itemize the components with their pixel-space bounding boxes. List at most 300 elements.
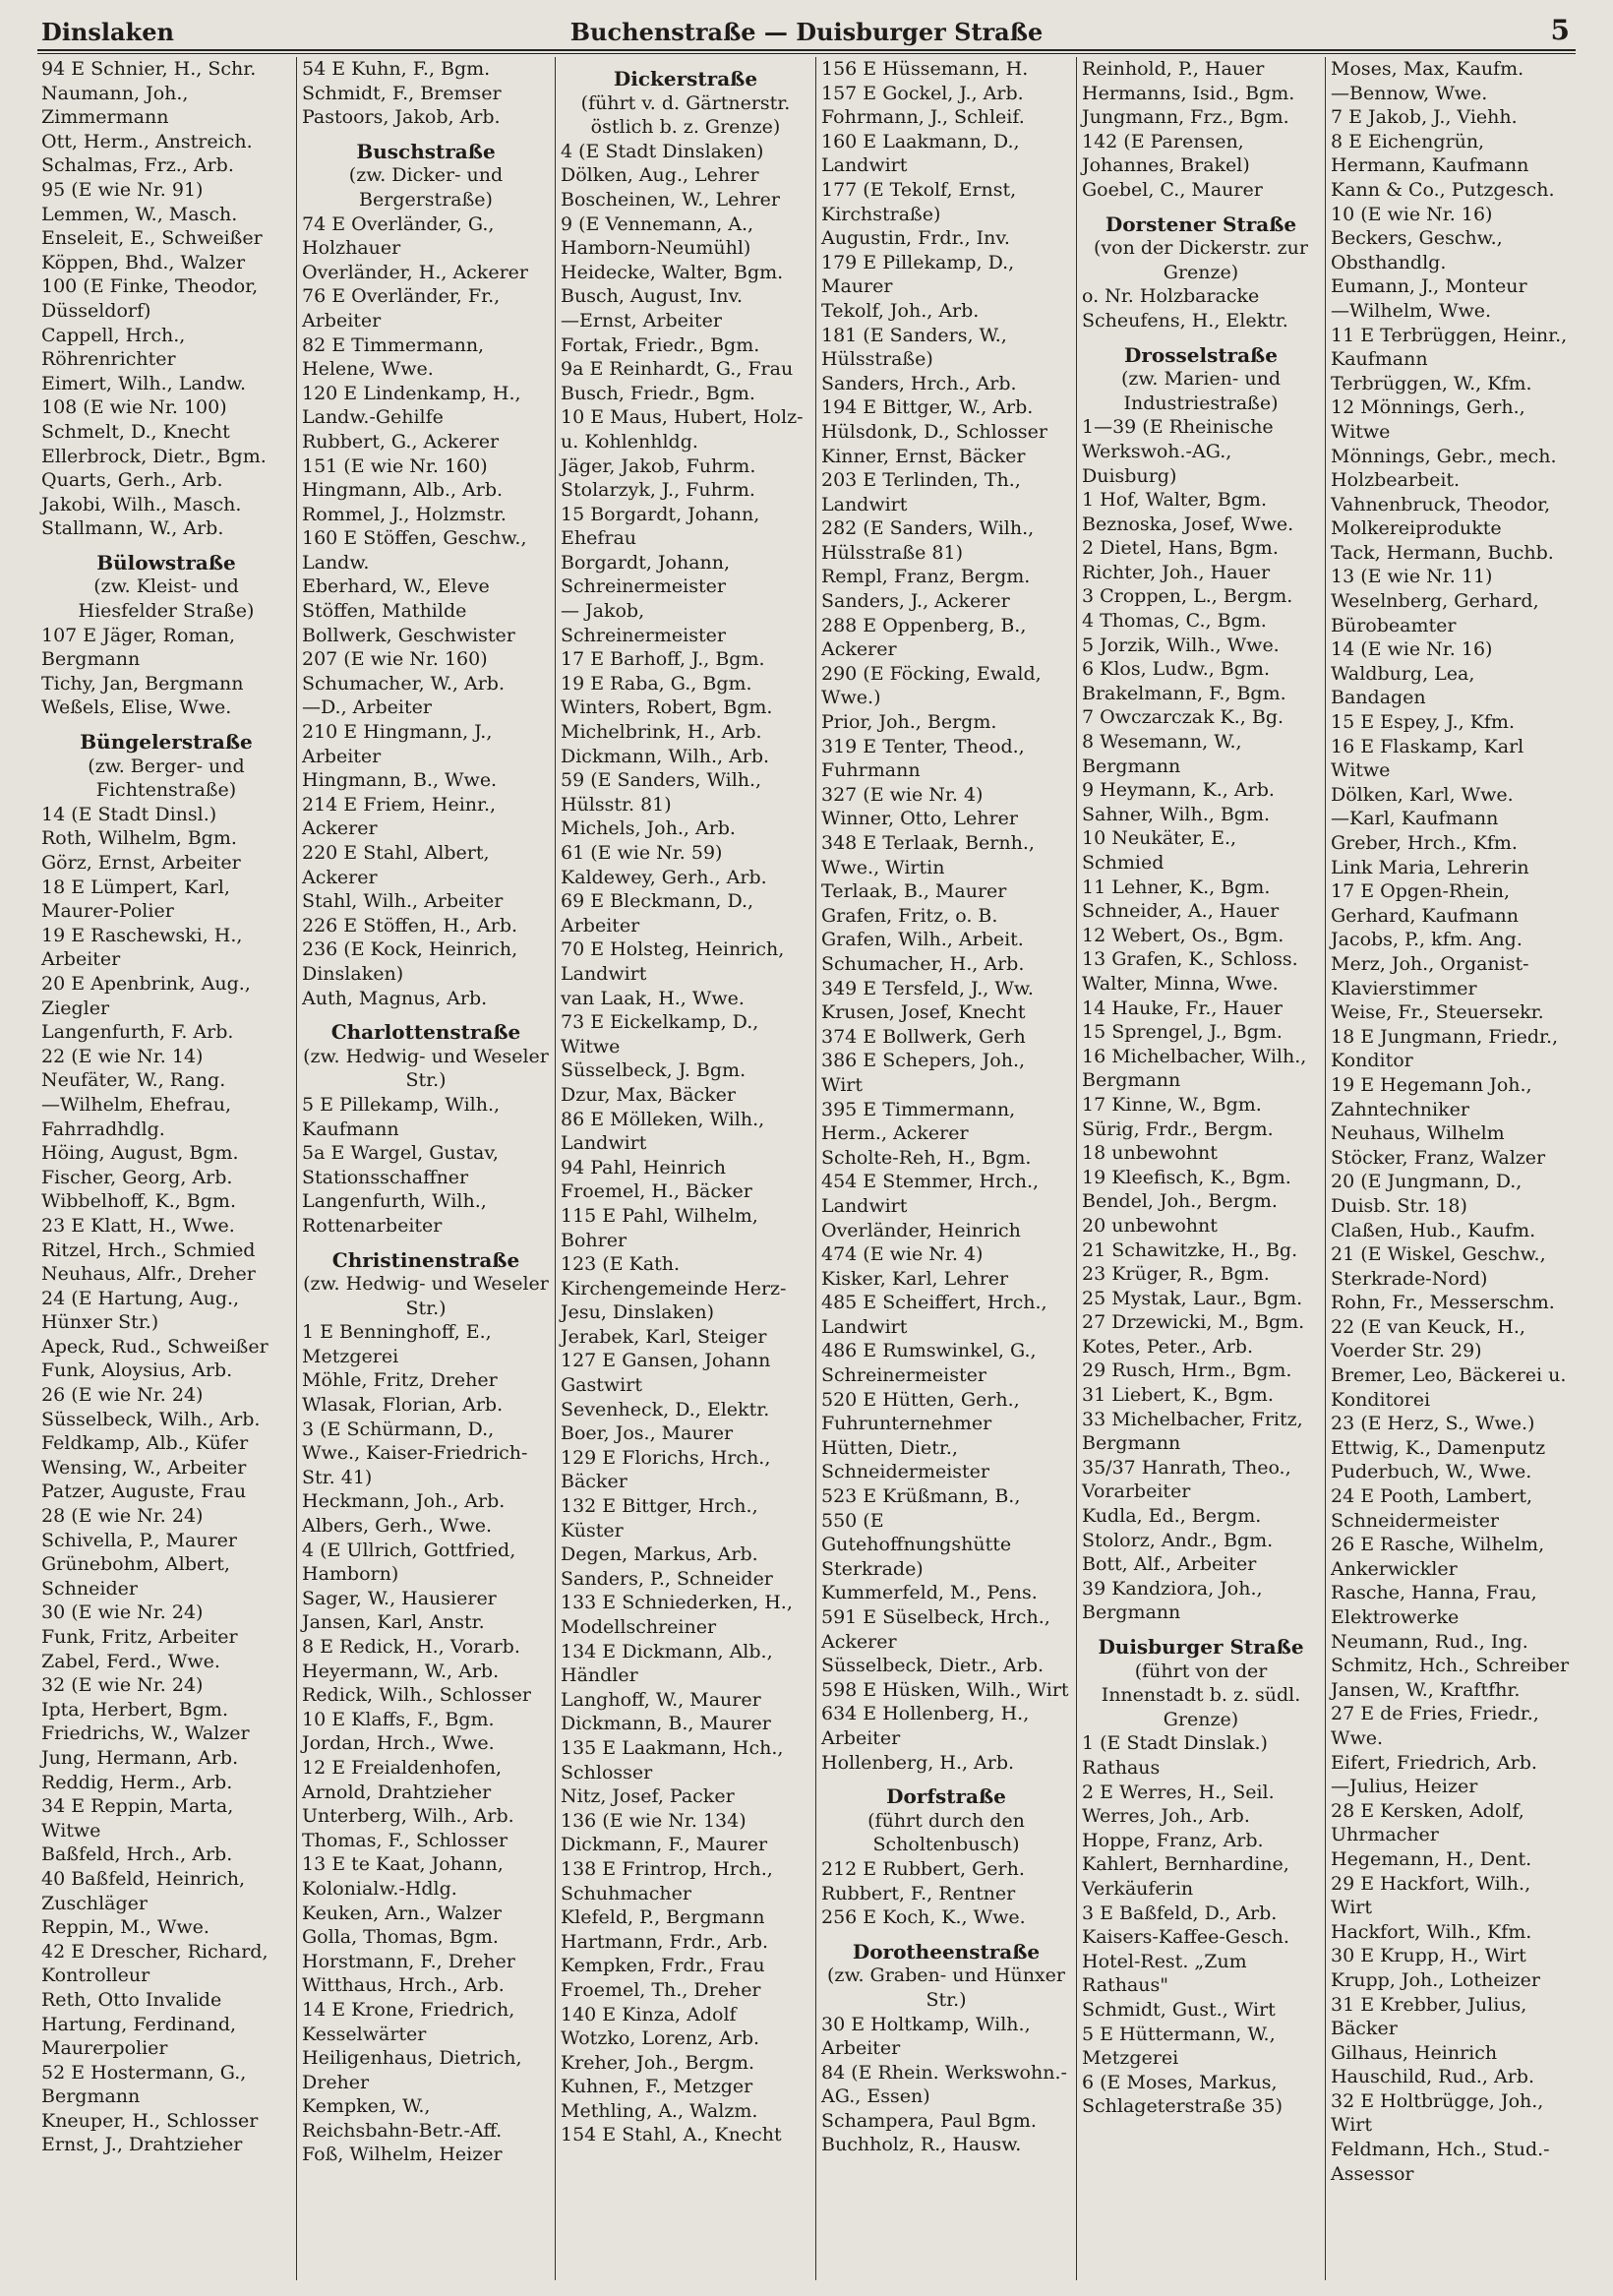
directory-entry: Hartmann, Frdr., Arb. (561, 1930, 769, 1953)
directory-entry: 30 E Krupp, H., Wirt (1331, 1945, 1526, 1967)
directory-entry: Krupp, Joh., Lotheizer (1331, 1968, 1540, 1991)
directory-entry: 123 (E Kath. Kirchengemeinde Herz-Jesu, Dinslaken) (561, 1253, 787, 1324)
header-town: Dinslaken (41, 18, 174, 46)
directory-entry: 39 Kandziora, Joh., Bergmann (1082, 1577, 1269, 1624)
directory-entry: 29 Rusch, Hrm., Bgm. (1082, 1359, 1292, 1382)
directory-entry: Jung, Hermann, Arb. (41, 1746, 239, 1769)
directory-entry: Boer, Jos., Maurer (561, 1422, 734, 1445)
directory-entry: 18 E Jungmann, Friedr., Konditor (1331, 1025, 1565, 1072)
directory-entry: Scholte-Reh, H., Bgm. (821, 1146, 1032, 1169)
directory-entry: 348 E Terlaak, Bernh., Wwe., Wirtin (821, 832, 1041, 878)
directory-entry: 14 (E wie Nr. 16) (1331, 638, 1493, 661)
directory-entry: 220 E Stahl, Albert, Ackerer (302, 842, 496, 888)
directory-entry: Bendel, Joh., Bergm. (1082, 1190, 1278, 1213)
directory-entry: 10 (E wie Nr. 16) (1331, 203, 1493, 225)
directory-entry: 132 E Bittger, Hrch., Küster (561, 1495, 764, 1541)
directory-entry: Albers, Gerh., Wwe. (302, 1515, 493, 1538)
directory-entry: Stolarzyk, J., Fuhrm. (561, 479, 755, 502)
page-header (37, 12, 1576, 51)
directory-entry: Rasche, Hanna, Frau, Elektrowerke (1331, 1582, 1543, 1628)
directory-entry: 26 E Rasche, Wilhelm, Ankerwickler (1331, 1534, 1551, 1580)
street-heading: Dorfstraße (886, 1784, 1006, 1809)
directory-entry: Schalmas, Frz., Arb. (41, 154, 234, 177)
directory-entry: Golla, Thomas, Bgm. (302, 1926, 499, 1949)
directory-entry: Schmitz, Hch., Schreiber (1331, 1655, 1570, 1677)
directory-entry: Baßfeld, Hrch., Arb. (41, 1843, 233, 1866)
directory-entry: Schumacher, W., Arb. (302, 672, 506, 695)
directory-entry: 19 E Hegemann Joh., Zahntechniker (1331, 1073, 1538, 1120)
directory-entry: 486 E Rumswinkel, G., Schreinermeister (821, 1340, 1043, 1387)
column-divider (815, 57, 816, 2280)
directory-entry: 214 E Friem, Heinr., Ackerer (302, 793, 503, 840)
directory-entry: Bott, Alf., Arbeiter (1082, 1553, 1257, 1576)
street-heading: Charlottenstraße (330, 1020, 521, 1045)
directory-entry: Quarts, Gerh., Arb. (41, 469, 223, 492)
directory-entry: Naumann, Joh., Zimmermann (41, 82, 195, 129)
directory-entry: 21 (E Wiskel, Geschw., Sterkrade-Nord) (1331, 1243, 1552, 1290)
directory-entry: 3 (E Schürmann, D., Wwe., Kaiser-Friedrich-Str. 41) (302, 1418, 528, 1488)
directory-entry: Schampera, Paul Bgm. (821, 2109, 1037, 2132)
directory-entry: Heyermann, W., Arb. (302, 1660, 500, 1682)
directory-entry: 203 E Terlinden, Th., Landwirt (821, 469, 1027, 515)
directory-entry: van Laak, H., Wwe. (561, 987, 745, 1009)
directory-entry: —Julius, Heizer (1331, 1776, 1478, 1798)
column-6 (1327, 57, 1576, 2280)
directory-entry: 13 Grafen, K., Schloss. (1082, 948, 1298, 971)
directory-entry: 23 E Klatt, H., Wwe. (41, 1214, 235, 1237)
directory-entry: Kann & Co., Putzgesch. (1331, 178, 1555, 201)
directory-entry: 13 E te Kaat, Johann, Kolonialw.-Hdlg. (302, 1853, 509, 1900)
directory-entry: Ernst, J., Drahtzieher (41, 2134, 243, 2156)
directory-entry: 100 (E Finke, Theodor, Düsseldorf) (41, 275, 265, 322)
directory-entry: 3 E Baßfeld, D., Arb. (1082, 1902, 1278, 1924)
directory-entry: 82 E Timmermann, Helene, Wwe. (302, 333, 491, 381)
directory-entry: 454 E Stemmer, Hrch., Landwirt (821, 1171, 1045, 1217)
directory-entry: Klefeld, P., Bergmann (561, 1906, 765, 1929)
directory-entry: Werres, Joh., Arb. (1082, 1805, 1250, 1828)
directory-entry: Kempken, Frdr., Frau (561, 1955, 765, 1977)
directory-entry: Froemel, Th., Dreher (561, 1978, 761, 2001)
directory-entry: 26 (E wie Nr. 24) (41, 1384, 204, 1407)
directory-entry: Vahnenbruck, Theodor, Molkereiprodukte (1331, 493, 1557, 540)
directory-entry: Goebel, C., Maurer (1082, 178, 1263, 201)
directory-entry: Stahl, Wilh., Arbeiter (302, 890, 504, 913)
directory-entry: 28 (E wie Nr. 24) (41, 1505, 204, 1528)
directory-entry: Kuhnen, F., Metzger (561, 2076, 753, 2098)
directory-entry: 54 E Kuhn, F., Bgm. (302, 58, 491, 80)
directory-entry: 7 E Jakob, J., Viehh. (1331, 106, 1518, 129)
directory-entry: Jansen, Karl, Anstr. (302, 1611, 485, 1634)
directory-entry: Sanders, Hrch., Arb. (821, 372, 1017, 394)
directory-entry: Rommel, J., Holzmstr. (302, 503, 507, 525)
directory-entry: 485 E Scheiffert, Hrch., Landwirt (821, 1292, 1053, 1338)
column-3 (557, 57, 814, 2280)
street-note: (führt v. d. Gärtnerstr. östlich b. z. Grenze) (580, 91, 797, 139)
directory-entry: Schumacher, H., Arb. (821, 952, 1025, 975)
directory-entry: 16 E Flaskamp, Karl Witwe (1331, 735, 1530, 782)
street-note: (zw. Hedwig- und Weseler Str.) (303, 1273, 555, 1319)
directory-entry: Feldkamp, Alb., Küfer (41, 1432, 249, 1455)
directory-entry: Enseleit, E., Schweißer (41, 227, 263, 250)
directory-entry: 120 E Lindenkamp, H., Landw.-Gehilfe (302, 382, 527, 429)
directory-entry: Witthaus, Hrch., Arb. (302, 1974, 505, 1997)
directory-entry: Augustin, Frdr., Inv. (821, 227, 1010, 250)
directory-entry: 140 E Kinza, Adolf (561, 2003, 737, 2025)
directory-entry: Kahlert, Bernhardine, Verkäuferin (1082, 1853, 1295, 1900)
directory-entry: 523 E Krüßmann, B., (821, 1485, 1021, 1508)
directory-entry: Overländer, H., Ackerer (302, 261, 528, 283)
directory-entry: Rubbert, G., Ackerer (302, 430, 500, 453)
directory-entry: 32 (E wie Nr. 24) (41, 1674, 204, 1697)
directory-entry: Richter, Joh., Hauer (1082, 561, 1271, 583)
directory-entry: 74 E Overländer, G., Holzhauer (302, 212, 501, 260)
directory-entry: Kotes, Peter., Arb. (1082, 1335, 1254, 1358)
directory-entry: 17 E Opgen-Rhein, Gerhard, Kaufmann (1331, 880, 1520, 927)
directory-entry: 11 E Terbrüggen, Heinr., Kaufmann (1331, 324, 1574, 371)
directory-entry: Beznoska, Josef, Wwe. (1082, 513, 1294, 535)
directory-entry: Schmidt, Gust., Wirt (1082, 1998, 1276, 2021)
directory-entry: 24 E Pooth, Lambert, Schneidermeister (1331, 1485, 1539, 1532)
directory-entry: Hoppe, Franz, Arb. (1082, 1829, 1264, 1851)
directory-entry: Hotel-Rest. „Zum Rathaus" (1082, 1950, 1253, 1997)
directory-entry: 14 E Krone, Friedrich, Kesselwärter (302, 1998, 521, 2045)
directory-entry: Hingmann, Alb., Arb. (302, 479, 504, 502)
directory-entry: Patzer, Auguste, Frau (41, 1480, 247, 1503)
directory-entry: 181 (E Sanders, W., Hülsstraße) (821, 324, 1013, 371)
directory-entry: 550 (E Gutehoffnungshütte Sterkrade) (821, 1509, 1018, 1580)
directory-entry: 10 E Maus, Hubert, Holz- u. Kohlenhldg. (561, 406, 809, 453)
directory-entry: 129 E Florichs, Hrch., Bäcker (561, 1446, 777, 1493)
directory-entry: 18 E Lümpert, Karl, Maurer-Polier (41, 876, 236, 923)
directory-entry: Stöffen, Mathilde (302, 600, 467, 623)
directory-entry: Reppin, M., Wwe. (41, 1916, 209, 1939)
directory-entry: 30 (E wie Nr. 24) (41, 1601, 204, 1624)
directory-entry: Stolorz, Andr., Bgm. (1082, 1529, 1274, 1551)
header-street-range: Buchenstraße — Duisburger Straße (569, 18, 1044, 46)
directory-entry: 319 E Tenter, Theod., Fuhrmann (821, 735, 1031, 782)
columns-container (37, 57, 1576, 2280)
directory-entry: 133 E Schniederken, H., Modellschreiner (561, 1592, 799, 1638)
directory-entry: Grünebohm, Albert, Schneider (41, 1553, 236, 1600)
directory-entry: Bremer, Leo, Bäckerei u. Konditorei (1331, 1364, 1573, 1411)
directory-entry: Köppen, Bhd., Walzer (41, 251, 246, 273)
street-note: (zw. Graben- und Hünxer Str.) (827, 1964, 1072, 2011)
directory-entry: Unterberg, Wilh., Arb. (302, 1805, 514, 1828)
directory-entry: 21 Schawitzke, H., Bg. (1082, 1239, 1298, 1261)
directory-entry: 142 (E Parensen, Johannes, Brakel) (1082, 130, 1250, 177)
directory-entry: 20 (E Jungmann, D., Duisb. Str. 18) (1331, 1171, 1528, 1217)
column-1 (37, 57, 295, 2280)
directory-entry: 86 E Mölleken, Wilh., Landwirt (561, 1108, 771, 1155)
directory-entry: Merz, Joh., Organist-Klavierstimmer (1331, 952, 1529, 999)
column-divider (1076, 57, 1077, 2280)
street-note: (zw. Kleist- und Hiesfelder Straße) (78, 575, 255, 623)
directory-entry: 5 E Hüttermann, W., Metzgerei (1082, 2023, 1282, 2070)
directory-entry: 2 Dietel, Hans, Bgm. (1082, 537, 1279, 560)
directory-entry: —Wilhelm, Wwe. (1331, 299, 1492, 322)
directory-entry: Kneuper, H., Schlosser (41, 2109, 259, 2132)
directory-entry: 19 E Raschewski, H., Arbeiter (41, 924, 249, 971)
directory-entry: 226 E Stöffen, H., Arb. (302, 914, 518, 937)
directory-entry: 23 Krüger, R., Bgm. (1082, 1263, 1270, 1286)
directory-entry: 32 E Holtbrügge, Joh., Wirt (1331, 2089, 1550, 2137)
directory-entry: 30 E Holtkamp, Wilh., Arbeiter (821, 2013, 1037, 2060)
directory-entry: 23 (E Herz, S., Wwe.) (1331, 1413, 1535, 1435)
directory-entry: 634 E Hollenberg, H., Arbeiter (821, 1703, 1036, 1749)
directory-entry: Neufäter, W., Rang. (41, 1069, 226, 1092)
directory-entry: Ritzel, Hrch., Schmied (41, 1239, 256, 1261)
directory-entry: Kinner, Ernst, Bäcker (821, 445, 1026, 467)
directory-entry: Sahner, Wilh., Bgm. (1082, 803, 1271, 825)
directory-entry: Grafen, Fritz, o. B. (821, 904, 998, 927)
directory-entry: Hollenberg, H., Arb. (821, 1751, 1015, 1774)
directory-entry: Apeck, Rud., Schweißer (41, 1335, 269, 1358)
directory-entry: 256 E Koch, K., Wwe. (821, 1906, 1026, 1929)
directory-entry: Hingmann, B., Wwe. (302, 769, 498, 792)
street-heading: Dorotheenstraße (852, 1939, 1041, 1964)
directory-entry: Ott, Herm., Anstreich. (41, 130, 253, 152)
directory-entry: 28 E Kersken, Adolf, Uhrmacher (1331, 1799, 1530, 1846)
directory-entry: 127 E Gansen, Johann Gastwirt (561, 1350, 777, 1397)
directory-entry: Kummerfeld, M., Pens. (821, 1582, 1038, 1604)
directory-entry: Funk, Fritz, Arbeiter (41, 1626, 238, 1648)
directory-entry: Terbrüggen, W., Kfm. (1331, 372, 1532, 394)
directory-entry: 9 (E Vennemann, A., Hamborn-Neumühl) (561, 212, 760, 260)
directory-entry: Prior, Joh., Bergm. (821, 711, 997, 734)
directory-entry: 160 E Stöffen, Geschw., Landw. (302, 527, 533, 574)
directory-entry: 17 E Barhoff, J., Bgm. (561, 648, 765, 671)
directory-entry: Langenfurth, Wilh., Rottenarbeiter (302, 1190, 493, 1237)
directory-entry: 9a E Reinhardt, G., Frau (561, 358, 794, 381)
directory-entry: Keuken, Arn., Walzer (302, 1902, 503, 1924)
directory-entry: Jäger, Jakob, Fuhrm. (561, 454, 756, 477)
directory-entry: Claßen, Hub., Kaufm. (1331, 1219, 1536, 1241)
directory-entry: Kudla, Ed., Bergm. (1082, 1505, 1262, 1528)
directory-entry: 5 E Pillekamp, Wilh., Kaufmann (302, 1093, 507, 1140)
directory-entry: 290 (E Föcking, Ewald, Wwe.) (821, 662, 1047, 709)
directory-entry: Sager, W., Hausierer (302, 1587, 497, 1609)
page-number: 5 (1550, 14, 1570, 46)
directory-entry: Methling, A., Walzm. (561, 2099, 758, 2122)
directory-entry: Lemmen, W., Masch. (41, 203, 238, 225)
directory-entry: 14 (E Stadt Dinsl.) (41, 803, 217, 825)
directory-entry: 474 (E wie Nr. 4) (821, 1243, 984, 1266)
directory-entry: Schmidt, F., Bremser (302, 82, 502, 104)
directory-entry: Tichy, Jan, Bergmann (41, 672, 244, 695)
directory-entry: Puderbuch, W., Wwe. (1331, 1461, 1532, 1483)
directory-entry: Wibbelhoff, K., Bgm. (41, 1190, 236, 1213)
directory-entry: Grafen, Wilh., Arbeit. (821, 929, 1024, 951)
directory-entry: Jerabek, Karl, Steiger (561, 1325, 767, 1348)
directory-entry: 84 (E Rhein. Werkswohn.-AG., Essen) (821, 2061, 1067, 2108)
directory-entry: 349 E Tersfeld, J., Ww. (821, 977, 1034, 999)
directory-entry: — Jakob, Schreinermeister (561, 600, 726, 646)
directory-entry: Jansen, W., Kraftfhr. (1331, 1678, 1521, 1701)
street-heading: Dickerstraße (613, 67, 758, 91)
street-note: (von der Dickerstr. zur Grenze) (1094, 237, 1315, 283)
directory-entry: Bollwerk, Geschwister (302, 624, 515, 646)
directory-entry: Michelbrink, H., Arb. (561, 721, 762, 744)
directory-entry: 17 Kinne, W., Bgm. (1082, 1093, 1262, 1116)
directory-entry: Scheufens, H., Elektr. (1082, 309, 1288, 332)
directory-entry: Langhoff, W., Maurer (561, 1688, 761, 1711)
directory-entry: 8 Wesemann, W., Bergmann (1082, 731, 1248, 777)
directory-entry: 13 (E wie Nr. 11) (1331, 566, 1493, 588)
directory-entry: Rempl, Franz, Bergm. (821, 566, 1031, 588)
street-note: (zw. Dicker- und Bergerstraße) (348, 164, 509, 211)
directory-entry: Roth, Wilhelm, Bgm. (41, 827, 237, 850)
street-note: (führt durch den Scholtenbusch) (867, 1809, 1031, 1856)
directory-entry: Degen, Markus, Arb. (561, 1543, 758, 1566)
directory-entry: Möhle, Fritz, Dreher (302, 1369, 498, 1392)
directory-entry: Friedrichs, W., Walzer (41, 1722, 250, 1745)
directory-entry: Süsselbeck, J. Bgm. (561, 1059, 747, 1082)
directory-entry: Sanders, P., Schneider (561, 1567, 773, 1590)
directory-entry: 20 E Apenbrink, Aug., Ziegler (41, 972, 257, 1019)
directory-entry: Terlaak, B., Maurer (821, 880, 1007, 903)
street-note: (führt von der Innenstadt b. z. südl. Grenze) (1101, 1660, 1307, 1730)
directory-entry: 136 (E wie Nr. 134) (561, 1809, 747, 1832)
directory-entry: 22 (E wie Nr. 14) (41, 1045, 204, 1067)
directory-entry: Brakelmann, F., Bgm. (1082, 682, 1286, 704)
directory-entry: Thomas, F., Schlosser (302, 1829, 508, 1851)
directory-entry: 107 E Jäger, Roman, Bergmann (41, 624, 242, 671)
directory-entry: 288 E Oppenberg, B., Ackerer (821, 614, 1033, 661)
directory-entry: Dickmann, F., Maurer (561, 1834, 768, 1856)
directory-entry: 18 unbewohnt (1082, 1142, 1218, 1165)
directory-entry: Weßels, Elise, Wwe. (41, 696, 232, 719)
directory-entry: 70 E Holsteg, Heinrich, Landwirt (561, 938, 791, 985)
directory-entry: Walter, Minna, Wwe. (1082, 972, 1279, 995)
directory-entry: 160 E Laakmann, D., Landwirt (821, 130, 1026, 177)
directory-entry: 15 Borgardt, Johann, Ehefrau (561, 503, 766, 550)
directory-entry: 31 Liebert, K., Bgm. (1082, 1384, 1274, 1407)
directory-entry: 4 (E Ullrich, Gottfried, Hamborn) (302, 1539, 522, 1586)
street-heading: Duisburger Straße (1098, 1635, 1304, 1659)
directory-entry: 327 (E wie Nr. 4) (821, 783, 984, 806)
directory-entry: Sanders, J., Ackerer (821, 590, 1010, 613)
directory-entry: Auth, Magnus, Arb. (302, 987, 488, 1009)
directory-entry: Neuhaus, Alfr., Dreher (41, 1263, 256, 1286)
directory-entry: 31 E Krebber, Julius, Bäcker (1331, 1993, 1533, 2040)
directory-entry: 157 E Gockel, J., Arb. (821, 82, 1024, 104)
directory-entry: Langenfurth, F. Arb. (41, 1021, 234, 1044)
directory-entry: 11 Lehner, K., Bgm. (1082, 876, 1271, 898)
column-4 (817, 57, 1075, 2280)
street-heading: Büngelerstraße (80, 730, 253, 755)
directory-entry: Ellerbrock, Dietr., Bgm. (41, 445, 267, 467)
directory-entry: 52 E Hostermann, G., Bergmann (41, 2061, 253, 2108)
directory-entry: Neumann, Rud., Ing. (1331, 1630, 1528, 1653)
directory-entry: Overländer, Heinrich (821, 1219, 1021, 1241)
directory-entry: Hackfort, Wilh., Kfm. (1331, 1920, 1532, 1943)
directory-entry: Nitz, Josef, Packer (561, 1785, 735, 1808)
directory-entry: 177 (E Tekolf, Ernst, Kirchstraße) (821, 178, 1023, 225)
directory-entry: 138 E Frintrop, Hrch., Schuhmacher (561, 1857, 779, 1904)
directory-entry: Stöcker, Franz, Walzer (1331, 1146, 1546, 1169)
directory-entry: 4 Thomas, C., Bgm. (1082, 610, 1267, 633)
directory-entry: Funk, Aloysius, Arb. (41, 1359, 233, 1382)
directory-entry: Pastoors, Jakob, Arb. (302, 106, 501, 129)
directory-entry: 2 E Werres, H., Seil. (1082, 1781, 1275, 1803)
directory-entry: —Wilhelm, Ehefrau, Fahrradhdlg. (41, 1093, 238, 1140)
directory-entry: Eberhard, W., Eleve (302, 575, 490, 598)
directory-entry: 95 (E wie Nr. 91) (41, 178, 204, 201)
directory-entry: Kaldewey, Gerh., Arb. (561, 866, 767, 888)
directory-entry: 24 (E Hartung, Aug., Hünxer Str.) (41, 1287, 246, 1334)
directory-entry: 94 Pahl, Heinrich (561, 1156, 727, 1178)
directory-entry: 5 Jorzik, Wilh., Wwe. (1082, 634, 1280, 656)
directory-entry: Horstmann, F., Dreher (302, 1950, 515, 1972)
street-heading: Bülowstraße (96, 550, 236, 574)
directory-entry: Dölken, Aug., Lehrer (561, 164, 759, 187)
directory-entry: 395 E Timmermann, Herm., Ackerer (821, 1098, 1022, 1145)
directory-entry: —Bennow, Wwe. (1331, 82, 1488, 104)
directory-entry: Hartung, Ferdinand, Maurerpolier (41, 2013, 243, 2060)
directory-entry: 15 Sprengel, J., Bgm. (1082, 1021, 1283, 1044)
directory-entry: Gilhaus, Heinrich (1331, 2041, 1498, 2064)
directory-entry: Heiligenhaus, Dietrich, Dreher (302, 2047, 528, 2093)
directory-entry: Reth, Otto Invalide (41, 1988, 222, 2011)
directory-entry: Beckers, Geschw., Obsthandlg. (1331, 227, 1509, 273)
directory-entry: Eumann, J., Monteur (1331, 275, 1527, 298)
directory-entry: 40 Baßfeld, Heinrich, Zuschläger (41, 1867, 252, 1914)
directory-entry: 6 (E Moses, Markus, Schlageterstraße 35) (1082, 2071, 1284, 2118)
directory-entry: —D., Arbeiter (302, 696, 432, 719)
directory-entry: 9 Heymann, K., Arb. (1082, 779, 1275, 802)
directory-entry: Dzur, Max, Bäcker (561, 1083, 736, 1106)
directory-entry: 207 (E wie Nr. 160) (302, 648, 488, 671)
directory-entry: 4 (E Stadt Dinslaken) (561, 140, 764, 162)
directory-entry: Süsselbeck, Dietr., Arb. (821, 1655, 1045, 1677)
directory-entry: Dickmann, Wilh., Arb. (561, 745, 770, 767)
directory-entry: Mönnings, Gebr., mech. Holzbearbeit. (1331, 445, 1563, 492)
directory-entry: 591 E Süselbeck, Hrch., Ackerer (821, 1606, 1056, 1653)
directory-entry: Weselnberg, Gerhard, Bürobeamter (1331, 590, 1545, 636)
directory-entry: Rubbert, F., Rentner (821, 1882, 1016, 1904)
directory-entry: 27 Drzewicki, M., Bgm. (1082, 1311, 1305, 1334)
directory-entry: Stallmann, W., Arb. (41, 517, 224, 540)
directory-entry: 35/37 Hanrath, Theo., Vorarbeiter (1082, 1456, 1297, 1503)
directory-entry: Ettwig, K., Damenputz (1331, 1436, 1546, 1459)
directory-entry: 29 E Hackfort, Wilh., Wirt (1331, 1872, 1537, 1919)
directory-entry: Fortak, Friedr., Bgm. (561, 333, 760, 356)
directory-entry: Reinhold, P., Hauer (1082, 58, 1265, 80)
directory-entry: Waldburg, Lea, Bandagen (1331, 662, 1481, 709)
directory-entry: Hauschild, Rud., Arb. (1331, 2066, 1534, 2088)
directory-entry: Dölken, Karl, Wwe. (1331, 783, 1514, 806)
directory-entry: Neuhaus, Wilhelm (1331, 1122, 1505, 1145)
street-heading: Buschstraße (356, 139, 496, 163)
directory-entry: Weise, Fr., Steuersekr. (1331, 1001, 1544, 1024)
directory-entry: 179 E Pillekamp, D., Maurer (821, 251, 1021, 298)
directory-entry: 154 E Stahl, A., Knecht (561, 2124, 782, 2146)
directory-entry: 69 E Bleckmann, D., Arbeiter (561, 890, 760, 937)
directory-entry: Heidecke, Walter, Bgm. (561, 261, 784, 283)
directory-entry: 3 Croppen, L., Bergm. (1082, 585, 1293, 608)
directory-entry: 6 Klos, Ludw., Bgm. (1082, 658, 1270, 681)
street-note: (zw. Marien- und Industriestraße) (1120, 368, 1287, 414)
directory-entry: 212 E Rubbert, Gerh. (821, 1857, 1025, 1880)
directory-entry: 12 Mönnings, Gerh., Witwe (1331, 396, 1531, 443)
street-heading: Drosselstraße (1124, 342, 1278, 367)
directory-entry: 8 E Eichengrün, Hermann, Kaufmann (1331, 130, 1529, 177)
directory-entry: 33 Michelbacher, Fritz, Bergmann (1082, 1408, 1309, 1455)
directory-entry: Winters, Robert, Bgm. (561, 696, 773, 719)
directory-entry: Hegemann, H., Dent. (1331, 1847, 1532, 1870)
directory-entry: 1 (E Stadt Dinslak.) (1082, 1732, 1268, 1755)
directory-entry: 1 E Benninghoff, E., Metzgerei (302, 1321, 498, 1367)
